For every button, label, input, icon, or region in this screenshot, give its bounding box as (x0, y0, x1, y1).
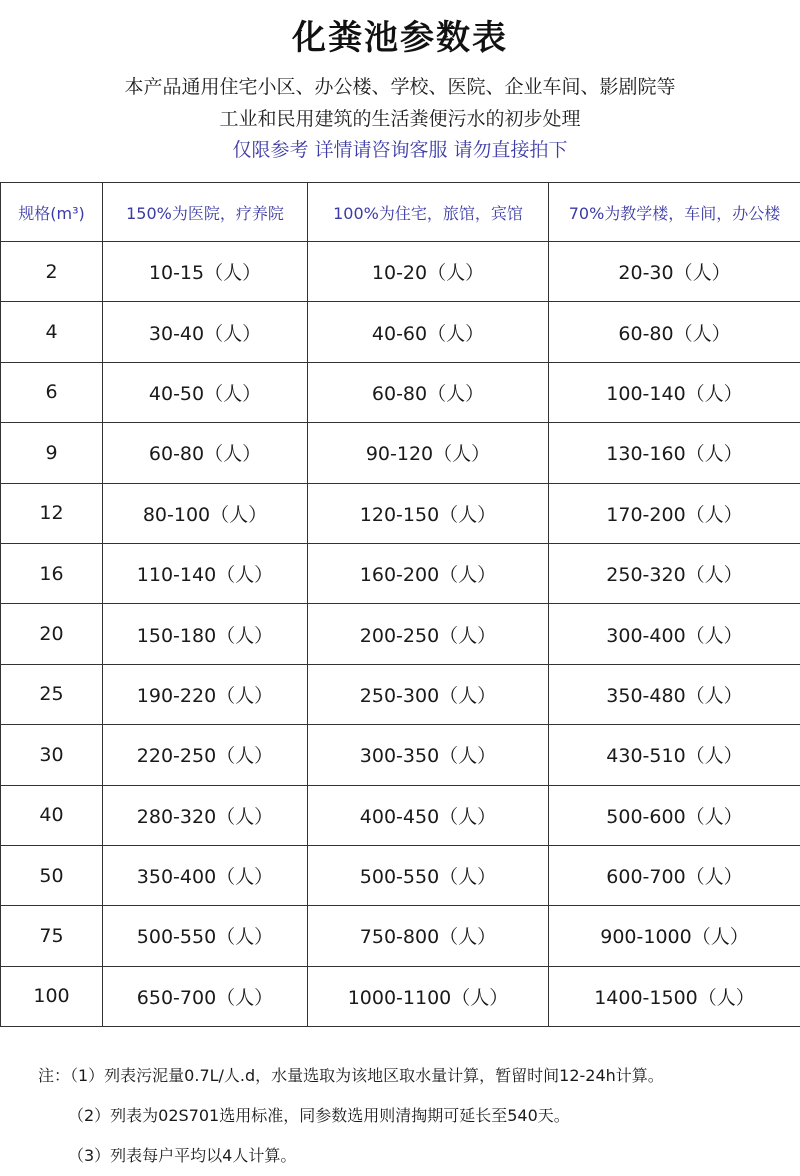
cell-school-office: 350-480（人） (549, 664, 800, 724)
cell-residential: 500-550（人） (308, 845, 549, 905)
table-row (1, 845, 800, 905)
cell-hospital: 650-700（人） (103, 966, 308, 1026)
table-row (1, 966, 800, 1026)
cell-spec: 30 (1, 725, 103, 785)
table-row (1, 483, 800, 543)
reference-notice: 仅限参考 详情请咨询客服 请勿直接拍下 (232, 139, 568, 161)
table-row (1, 725, 800, 785)
cell-hospital: 110-140（人） (103, 543, 308, 603)
cell-hospital: 80-100（人） (103, 483, 308, 543)
cell-hospital: 150-180（人） (103, 604, 308, 664)
table-row (1, 785, 800, 845)
cell-school-office: 130-160（人） (549, 423, 800, 483)
page-title: 化粪池参数表 (292, 18, 508, 58)
cell-spec: 100 (1, 966, 103, 1026)
cell-hospital: 350-400（人） (103, 845, 308, 905)
cell-school-office: 600-700（人） (549, 845, 800, 905)
cell-spec: 20 (1, 604, 103, 664)
cell-residential: 90-120（人） (308, 423, 549, 483)
header-residential: 100%为住宅，旅馆，宾馆 (308, 183, 549, 242)
cell-hospital: 500-550（人） (103, 906, 308, 966)
cell-spec: 25 (1, 664, 103, 724)
table-row (1, 906, 800, 966)
cell-residential: 250-300（人） (308, 664, 549, 724)
cell-school-office: 250-320（人） (549, 543, 800, 603)
note-3: （3）列表每户平均以4人计算。 (68, 1146, 297, 1165)
cell-residential: 400-450（人） (308, 785, 549, 845)
cell-residential: 120-150（人） (308, 483, 549, 543)
cell-residential: 10-20（人） (308, 242, 549, 302)
cell-spec: 12 (1, 483, 103, 543)
table-row (1, 423, 800, 483)
cell-hospital: 60-80（人） (103, 423, 308, 483)
table-row (1, 664, 800, 724)
cell-school-office: 300-400（人） (549, 604, 800, 664)
cell-school-office: 500-600（人） (549, 785, 800, 845)
subtitle-line-2: 工业和民用建筑的生活粪便污水的初步处理 (219, 108, 581, 130)
table-row (1, 302, 800, 362)
table-row (1, 604, 800, 664)
cell-hospital: 280-320（人） (103, 785, 308, 845)
cell-spec: 40 (1, 785, 103, 845)
cell-spec: 50 (1, 845, 103, 905)
cell-residential: 1000-1100（人） (308, 966, 549, 1026)
parameter-table (0, 182, 800, 1027)
header-spec: 规格(m³) (1, 183, 103, 242)
cell-residential: 40-60（人） (308, 302, 549, 362)
cell-residential: 200-250（人） (308, 604, 549, 664)
cell-hospital: 30-40（人） (103, 302, 308, 362)
cell-spec: 16 (1, 543, 103, 603)
cell-school-office: 430-510（人） (549, 725, 800, 785)
subtitle-line-1: 本产品通用住宅小区、办公楼、学校、医院、企业车间、影剧院等 (124, 76, 676, 98)
cell-residential: 750-800（人） (308, 906, 549, 966)
cell-spec: 2 (1, 242, 103, 302)
header-hospital: 150%为医院，疗养院 (103, 183, 308, 242)
note-2: （2）列表为02S701选用标准，同参数选用则清掏期可延长至540天。 (68, 1106, 570, 1125)
cell-school-office: 20-30（人） (549, 242, 800, 302)
cell-residential: 60-80（人） (308, 362, 549, 422)
cell-school-office: 60-80（人） (549, 302, 800, 362)
cell-hospital: 190-220（人） (103, 664, 308, 724)
header-school-office: 70%为教学楼，车间，办公楼 (549, 183, 800, 242)
cell-residential: 160-200（人） (308, 543, 549, 603)
table-row (1, 543, 800, 603)
cell-hospital: 40-50（人） (103, 362, 308, 422)
cell-school-office: 900-1000（人） (549, 906, 800, 966)
cell-school-office: 1400-1500（人） (549, 966, 800, 1026)
cell-residential: 300-350（人） (308, 725, 549, 785)
cell-school-office: 170-200（人） (549, 483, 800, 543)
note-1: 注：（1）列表污泥量0.7L/人.d，水量选取为该地区取水量计算，暂留时间12-24h计算。 (38, 1066, 664, 1085)
table-row (1, 242, 800, 302)
cell-school-office: 100-140（人） (549, 362, 800, 422)
cell-spec: 6 (1, 362, 103, 422)
table-header-row (1, 183, 800, 242)
cell-spec: 4 (1, 302, 103, 362)
cell-spec: 75 (1, 906, 103, 966)
cell-hospital: 220-250（人） (103, 725, 308, 785)
cell-spec: 9 (1, 423, 103, 483)
table-row (1, 362, 800, 422)
cell-hospital: 10-15（人） (103, 242, 308, 302)
